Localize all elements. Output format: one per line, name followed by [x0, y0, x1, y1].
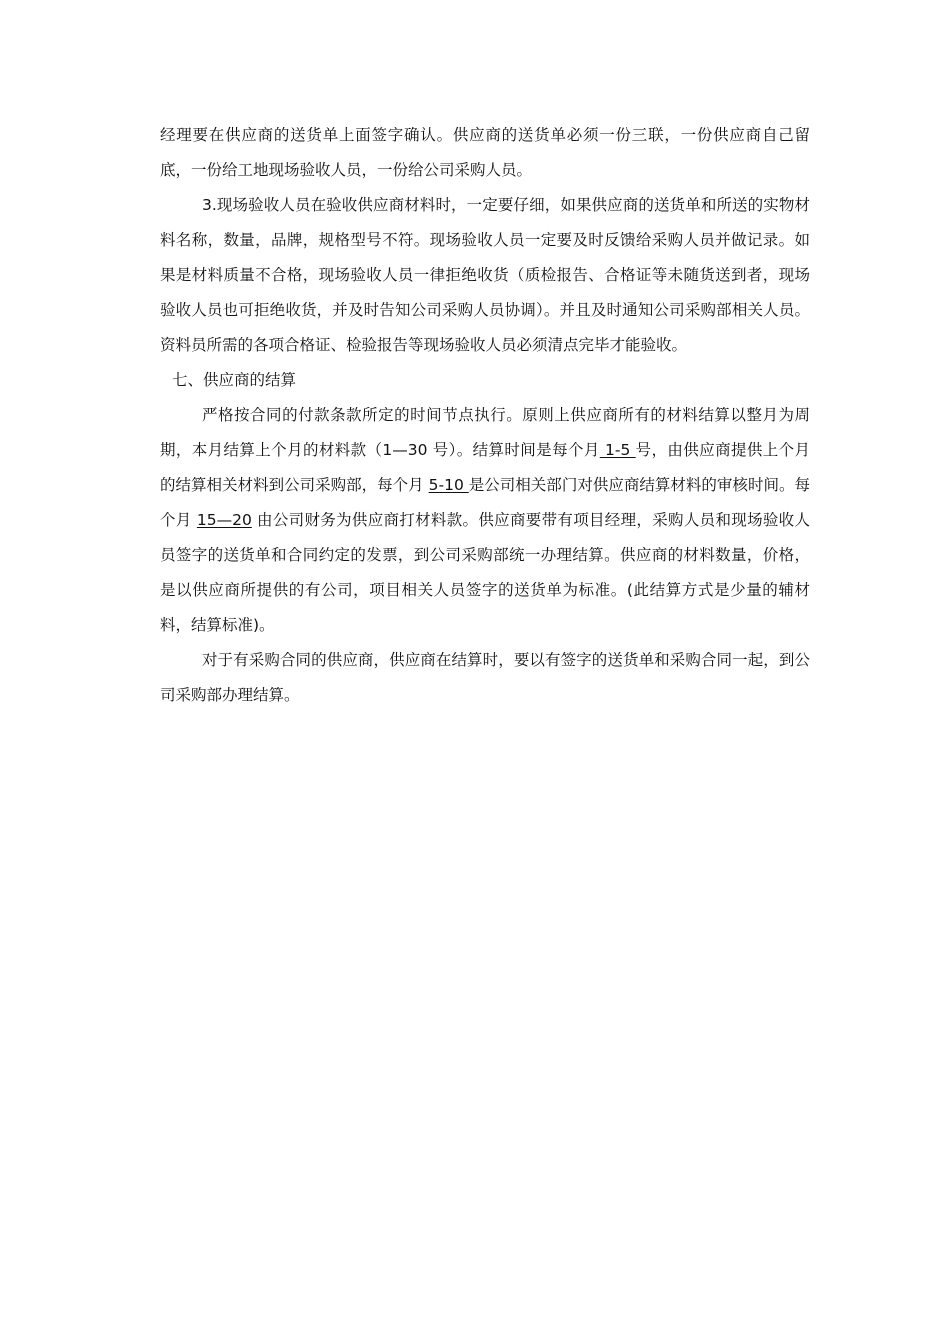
settlement-text-2: 号，由供应商提供上个月的结算相关材料到公司采购部，每个月 — [160, 441, 810, 494]
settlement-text-1: 严格按合同的付款条款所定的时间节点执行。原则上供应商所有的材料结算以整月为周期，本月结算上个月的材料款（1—30 号）。结算时间是每个月 — [160, 406, 810, 459]
document-body — [160, 118, 810, 713]
paragraph-delivery-note: 经理要在供应商的送货单上面签字确认。供应商的送货单必须一份三联，一份供应商自己留底，一份给工地现场验收人员，一份给公司采购人员。 — [160, 126, 810, 179]
settlement-period-review: 5-10 — [428, 476, 469, 494]
paragraph-contract-suppliers: 对于有采购合同的供应商，供应商在结算时，要以有签字的送货单和采购合同一起，到公司采购部办理结算。 — [160, 651, 810, 704]
paragraph-site-inspection: 3.现场验收人员在验收供应商材料时，一定要仔细，如果供应商的送货单和所送的实物材料名称，数量，品牌，规格型号不符。现场验收人员一定要及时反馈给采购人员并做记录。如果是材料质量不合格，现场验收人员一律拒绝收货（质检报告、合格证等未随货送到者，现场验收人员也可拒绝收货，并及时告知公司采购人员协调）。并且及时通知公司采购部相关人员。资料员所需的各项合格证、检验报告等现场验收人员必须清点完毕才能验收。 — [160, 196, 810, 354]
settlement-text-4: 由公司财务为供应商打材料款。供应商要带有项目经理，采购人员和现场验收人员签字的送货单和合同约定的发票，到公司采购部统一办理结算。供应商的材料数量，价格，是以供应商所提供的有公司，项目相关人员签字的送货单为标准。(此结算方式是少量的辅材料，结算标准)。 — [160, 511, 810, 634]
settlement-period-submission: 1-5 — [599, 441, 636, 459]
section-heading-settlement: 七、供应商的结算 — [172, 371, 297, 389]
paragraph-settlement-rules — [160, 398, 810, 643]
settlement-period-payment: 15—20 — [196, 511, 252, 529]
settlement-text-3: 是公司相关部门对供应商结算材料的审核时间。每个月 — [160, 476, 810, 529]
